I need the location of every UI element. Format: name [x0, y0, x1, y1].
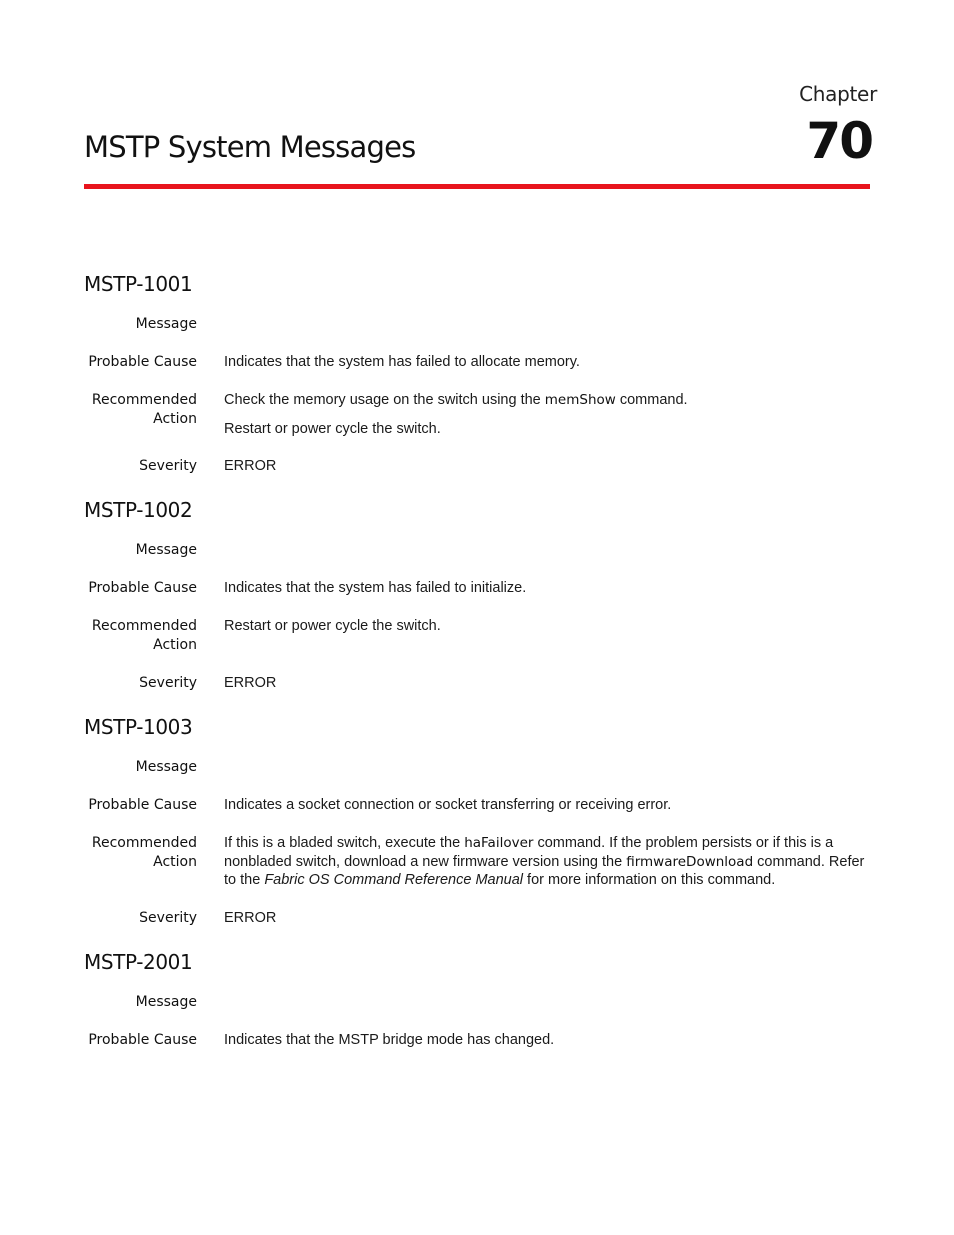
page-title: MSTP System Messages [84, 130, 416, 164]
probable-cause-row [84, 579, 870, 598]
probable-cause-label: Probable Cause [88, 1031, 197, 1048]
section-title: MSTP-1001 [84, 272, 193, 296]
message-label: Message [135, 993, 197, 1010]
chapter-label: Chapter [799, 82, 877, 106]
recommended-action-row [84, 834, 870, 890]
message-row [84, 758, 870, 777]
message-label: Message [135, 316, 197, 332]
recommended-action-label: Recommended Action [91, 618, 197, 653]
message-section-mstp-1002 [84, 498, 870, 693]
recommended-action-row [84, 391, 870, 438]
severity-value: ERROR [224, 675, 277, 691]
command-name: memShow [544, 392, 616, 408]
severity-value: ERROR [224, 458, 277, 474]
message-row [84, 315, 870, 334]
command-name: firmwareDownload [626, 853, 754, 870]
severity-value: ERROR [224, 909, 277, 926]
probable-cause-label: Probable Cause [88, 580, 197, 596]
section-title: MSTP-1003 [84, 715, 193, 739]
message-value [224, 315, 870, 334]
chapter-number: 70 [806, 112, 872, 170]
probable-cause-row [84, 353, 870, 372]
probable-cause-row [84, 1031, 870, 1050]
message-section-mstp-2001 [84, 950, 870, 1050]
probable-cause-value: Indicates that the MSTP bridge mode has changed. [224, 1031, 555, 1048]
section-title: MSTP-2001 [84, 949, 193, 974]
message-row [84, 993, 870, 1012]
severity-label: Severity [139, 909, 197, 926]
recommended-action-value: Check the memory usage on the switch using the memShow command. Restart or power cycle the switch. [224, 392, 688, 437]
probable-cause-value: Indicates that the system has failed to initialize. [224, 580, 527, 596]
command-name: haFailover [464, 835, 534, 851]
title-rule [84, 184, 870, 189]
message-label: Message [135, 542, 197, 558]
recommended-action-row [84, 617, 870, 655]
probable-cause-value: Indicates a socket connection or socket transferring or receiving error. [224, 797, 672, 813]
severity-row [84, 457, 870, 476]
section-title: MSTP-1002 [84, 498, 193, 522]
manual-title: Fabric OS Command Reference Manual [264, 872, 524, 888]
message-value [224, 758, 870, 777]
probable-cause-value: Indicates that the system has failed to allocate memory. [224, 354, 580, 370]
document-body [84, 272, 870, 1072]
message-value [224, 541, 870, 560]
message-label: Message [135, 759, 197, 775]
probable-cause-label: Probable Cause [88, 354, 197, 370]
recommended-action-value: If this is a bladed switch, execute the haFailover command. If the problem persists or if this is a nonbladed switch, download a new firmware version using the firmwareDownload command. Refer to the Fabric OS Command Reference Manual for more information on this command. [224, 835, 865, 888]
severity-row [84, 674, 870, 693]
probable-cause-label: Probable Cause [88, 797, 197, 813]
message-row [84, 541, 870, 560]
recommended-action-value: Restart or power cycle the switch. [224, 618, 441, 634]
recommended-action-label: Recommended Action [91, 835, 197, 870]
message-section-mstp-1003 [84, 715, 870, 928]
probable-cause-row [84, 796, 870, 815]
recommended-action-label: Recommended Action [91, 392, 197, 427]
severity-row [84, 909, 870, 928]
message-value [224, 993, 870, 1012]
message-section-mstp-1001 [84, 272, 870, 476]
severity-label: Severity [139, 458, 197, 474]
severity-label: Severity [139, 675, 197, 691]
